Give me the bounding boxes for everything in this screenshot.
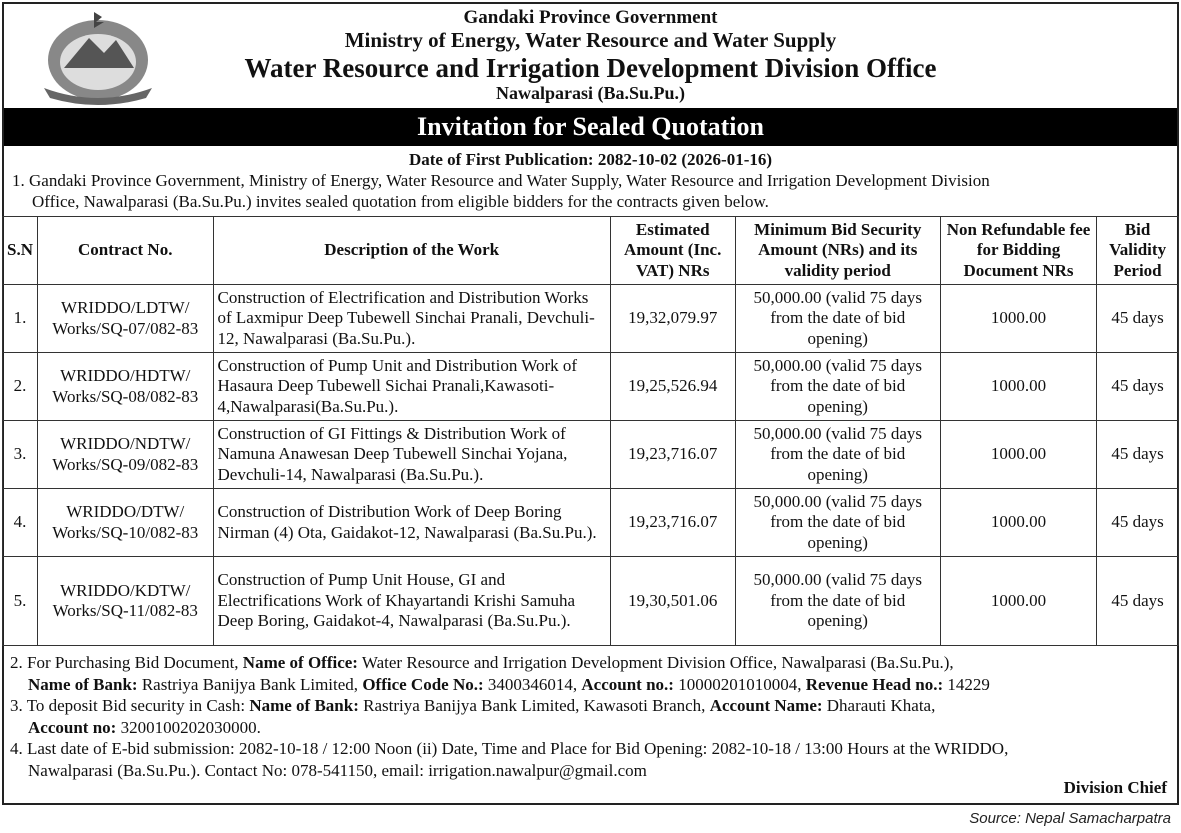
- estimated-amount: 19,23,716.07: [610, 421, 735, 489]
- estimated-amount: 19,25,526.94: [610, 353, 735, 421]
- note-label: Office Code No.:: [362, 674, 484, 694]
- note-4-cont: Nawalparasi (Ba.Su.Pu.). Contact No: 078-541150, email: irrigation.nawalpur@gmail.com: [28, 760, 647, 780]
- header: [4, 4, 1177, 108]
- serial-number: 2.: [3, 353, 38, 421]
- work-description: Construction of Pump Unit House, GI and Electrifications Work of Khayartandi Krishi Samuha Deep Boring, Gaidakot-4, Nawalparasi (Ba.Su.Pu.).: [213, 557, 610, 646]
- table-row: [3, 353, 1179, 421]
- nepal-emblem-icon: [34, 8, 162, 106]
- intro-line-2: Office, Nawalparasi (Ba.Su.Pu.) invites sealed quotation from eligible bidders for the contracts given below.: [32, 192, 769, 211]
- note-label: Account no:: [28, 717, 117, 737]
- intro-line-1: 1. Gandaki Province Government, Ministry of Energy, Water Resource and Water Supply, Water Resource and Irrigation Development Division: [12, 171, 990, 190]
- bidding-fee: 1000.00: [940, 489, 1096, 557]
- bidding-fee: 1000.00: [940, 285, 1096, 353]
- contract-number: WRIDDO/KDTW/ Works/SQ-11/082-83: [37, 557, 213, 646]
- note-4: 4. Last date of E-bid submission: 2082-10-18 / 12:00 Noon (ii) Date, Time and Place for Bid Opening: 2082-10-18 / 13:00 Hours at the WRIDDO,: [10, 739, 1009, 758]
- serial-number: 3.: [3, 421, 38, 489]
- contract-number: WRIDDO/NDTW/ Works/SQ-09/082-83: [37, 421, 213, 489]
- publication-date: Date of First Publication: 2082-10-02 (2026-01-16): [408, 150, 773, 169]
- serial-number: 5.: [3, 557, 38, 646]
- note-text: 3200100202030000.: [116, 717, 261, 737]
- column-header: Minimum Bid Security Amount (NRs) and its validity period: [735, 217, 940, 285]
- bid-validity: 45 days: [1097, 285, 1179, 353]
- work-description: Construction of Pump Unit and Distribution Work of Hasaura Deep Tubewell Sichai Pranali,Kawasoti-4,Nawalparasi(Ba.Su.Pu.).: [213, 353, 610, 421]
- work-description: Construction of Electrification and Distribution Works of Laxmipur Deep Tubewell Sinchai Pranali, Devchuli-12, Nawalparasi (Ba.Su.Pu.).: [213, 285, 610, 353]
- note-text: Dharauti Khata,: [822, 696, 936, 715]
- column-header: Non Refundable fee for Bidding Document NRs: [940, 217, 1096, 285]
- column-header: Bid Validity Period: [1097, 217, 1179, 285]
- note-text: Rastriya Banijya Bank Limited,: [137, 674, 363, 694]
- table-row: [3, 557, 1179, 646]
- province-name: Gandaki Province Government: [463, 7, 718, 28]
- column-header: Estimated Amount (Inc. VAT) NRs: [610, 217, 735, 285]
- column-header: S.N: [3, 217, 38, 285]
- note-label: Account no.:: [581, 674, 674, 694]
- bid-security: 50,000.00 (valid 75 days from the date of bid opening): [735, 285, 940, 353]
- table-row: [3, 421, 1179, 489]
- bid-validity: 45 days: [1097, 421, 1179, 489]
- note-3-cont: [10, 717, 1171, 739]
- estimated-amount: 19,32,079.97: [610, 285, 735, 353]
- bid-validity: 45 days: [1097, 557, 1179, 646]
- estimated-amount: 19,23,716.07: [610, 489, 735, 557]
- note-label: Revenue Head no.:: [805, 674, 944, 694]
- office-name: Water Resource and Irrigation Development Division Office: [244, 53, 937, 83]
- source-credit: Source: Nepal Samacharpatra: [969, 810, 1171, 827]
- office-location: Nawalparasi (Ba.Su.Pu.): [495, 83, 686, 103]
- note-text: 3400346014,: [483, 674, 582, 694]
- bid-security: 50,000.00 (valid 75 days from the date of bid opening): [735, 557, 940, 646]
- contract-number: WRIDDO/LDTW/ Works/SQ-07/082-83: [37, 285, 213, 353]
- bidding-fee: 1000.00: [940, 353, 1096, 421]
- contracts-table: [2, 216, 1179, 646]
- note-text: 3. To deposit Bid security in Cash:: [10, 696, 250, 715]
- note-2: [10, 652, 1171, 674]
- table-row: [3, 489, 1179, 557]
- note-label: Name of Office:: [242, 653, 358, 672]
- note-text: Rastriya Banijya Bank Limited, Kawasoti Branch,: [358, 696, 710, 715]
- note-text: Water Resource and Irrigation Development Division Office, Nawalparasi (Ba.Su.Pu.),: [357, 653, 954, 672]
- table-header-row: [3, 217, 1179, 285]
- note-label: Name of Bank:: [28, 674, 138, 694]
- note-label: Account Name:: [709, 696, 823, 715]
- note-3: [10, 695, 1171, 717]
- bidding-fee: 1000.00: [940, 421, 1096, 489]
- intro-paragraph: [4, 170, 1177, 212]
- notice: [2, 2, 1179, 805]
- contract-number: WRIDDO/HDTW/ Works/SQ-08/082-83: [37, 353, 213, 421]
- bid-validity: 45 days: [1097, 353, 1179, 421]
- note-label: Name of Bank:: [249, 696, 359, 715]
- note-text: 10000201010004,: [673, 674, 806, 694]
- bid-security: 50,000.00 (valid 75 days from the date of bid opening): [735, 353, 940, 421]
- signature: Division Chief: [1063, 778, 1167, 797]
- serial-number: 1.: [3, 285, 38, 353]
- bidding-fee: 1000.00: [940, 557, 1096, 646]
- notes: [4, 646, 1177, 799]
- table-row: [3, 285, 1179, 353]
- note-2-cont: [10, 674, 1171, 696]
- notice-title: Invitation for Sealed Quotation: [4, 108, 1177, 146]
- bid-security: 50,000.00 (valid 75 days from the date of bid opening): [735, 489, 940, 557]
- bid-validity: 45 days: [1097, 489, 1179, 557]
- estimated-amount: 19,30,501.06: [610, 557, 735, 646]
- column-header: Contract No.: [37, 217, 213, 285]
- contract-number: WRIDDO/DTW/ Works/SQ-10/082-83: [37, 489, 213, 557]
- serial-number: 4.: [3, 489, 38, 557]
- note-text: 2. For Purchasing Bid Document,: [10, 653, 243, 672]
- note-text: 14229: [943, 674, 990, 694]
- column-header: Description of the Work: [213, 217, 610, 285]
- work-description: Construction of Distribution Work of Deep Boring Nirman (4) Ota, Gaidakot-12, Nawalparasi (Ba.Su.Pu.).: [213, 489, 610, 557]
- ministry-name: Ministry of Energy, Water Resource and Water Supply: [344, 28, 837, 52]
- bid-security: 50,000.00 (valid 75 days from the date of bid opening): [735, 421, 940, 489]
- work-description: Construction of GI Fittings & Distribution Work of Namuna Anawesan Deep Tubewell Sinchai Yojana, Devchuli-14, Nawalparasi (Ba.Su.Pu.).: [213, 421, 610, 489]
